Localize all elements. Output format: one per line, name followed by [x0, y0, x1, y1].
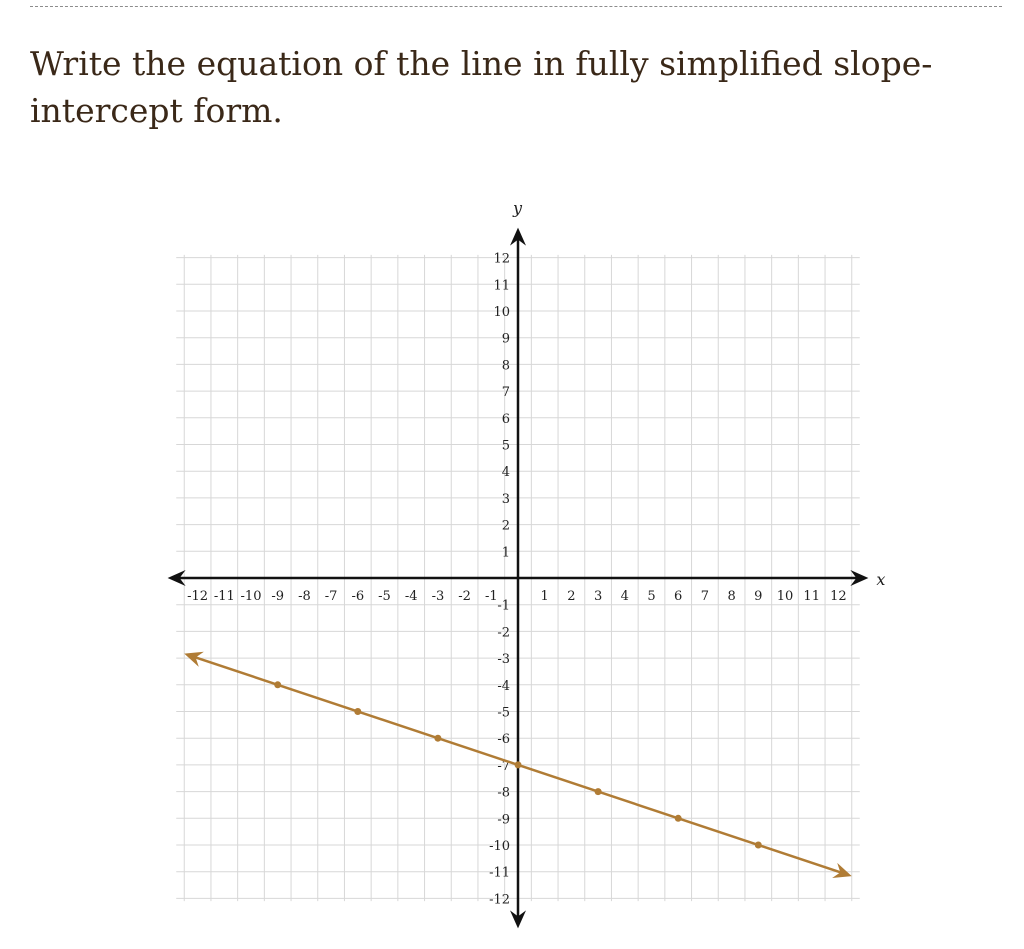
x-tick-label: 9 — [754, 589, 763, 604]
y-tick-label: 10 — [493, 305, 510, 320]
x-tick-label: 7 — [700, 589, 710, 604]
y-tick-label: -11 — [489, 865, 510, 881]
y-tick-label: -3 — [497, 652, 510, 668]
data-point — [675, 815, 682, 822]
x-tick-label: 5 — [647, 589, 656, 604]
y-tick-label: -8 — [497, 785, 510, 801]
x-tick-label: -2 — [458, 589, 471, 604]
y-tick-label: -5 — [497, 705, 510, 721]
axes — [168, 199, 886, 929]
x-tick-label: -4 — [404, 589, 418, 604]
y-tick-label: 1 — [501, 545, 510, 561]
x-tick-label: -8 — [298, 589, 311, 604]
data-point — [354, 708, 361, 715]
y-tick-label: 6 — [501, 411, 510, 427]
data-point — [274, 681, 281, 688]
x-tick-label: -12 — [187, 589, 209, 604]
data-point — [755, 842, 762, 849]
y-tick-label: -9 — [497, 812, 510, 828]
x-tick-label: -6 — [351, 589, 365, 604]
x-tick-label: -1 — [484, 589, 498, 604]
y-tick-label: 3 — [501, 491, 510, 507]
x-tick-label: -7 — [324, 589, 338, 604]
y-tick-label: 9 — [501, 331, 510, 347]
y-tick-label: -1 — [497, 598, 510, 614]
y-tick-label: 12 — [493, 251, 510, 267]
y-tick-label: -4 — [497, 678, 510, 694]
x-tick-label: 2 — [567, 589, 576, 604]
y-axis-label: y — [513, 198, 523, 218]
x-tick-label: -11 — [213, 589, 235, 604]
y-tick-label: 7 — [501, 385, 510, 401]
x-tick-label: 10 — [776, 589, 794, 604]
x-tick-label: 4 — [620, 589, 629, 604]
x-tick-label: 8 — [727, 589, 736, 604]
y-tick-label: -6 — [497, 732, 510, 748]
x-tick-label: 1 — [540, 589, 549, 604]
data-point — [434, 735, 441, 742]
y-tick-label: 11 — [493, 278, 510, 294]
y-tick-label: -7 — [497, 758, 510, 774]
y-tick-label: 4 — [501, 465, 510, 481]
y-tick-label: -12 — [489, 892, 510, 908]
x-tick-label: 11 — [803, 589, 820, 604]
x-tick-label: -10 — [240, 589, 262, 604]
data-point — [515, 761, 522, 768]
x-tick-label: 3 — [593, 589, 603, 604]
x-tick-label: 12 — [830, 589, 847, 604]
y-tick-label: 8 — [501, 358, 510, 374]
y-tick-label: 2 — [501, 518, 510, 534]
x-tick-label: -5 — [378, 589, 391, 604]
x-tick-label: -3 — [431, 589, 445, 604]
y-tick-label: -2 — [497, 625, 510, 641]
question-prompt: Write the equation of the line in fully simplified slope-intercept form. — [30, 44, 933, 130]
x-tick-label: 6 — [674, 589, 683, 604]
y-tick-label: -10 — [489, 839, 510, 854]
data-point — [595, 788, 602, 795]
y-tick-label: 5 — [501, 438, 510, 454]
x-axis-label: x — [876, 570, 886, 589]
x-tick-label: -9 — [271, 589, 285, 604]
